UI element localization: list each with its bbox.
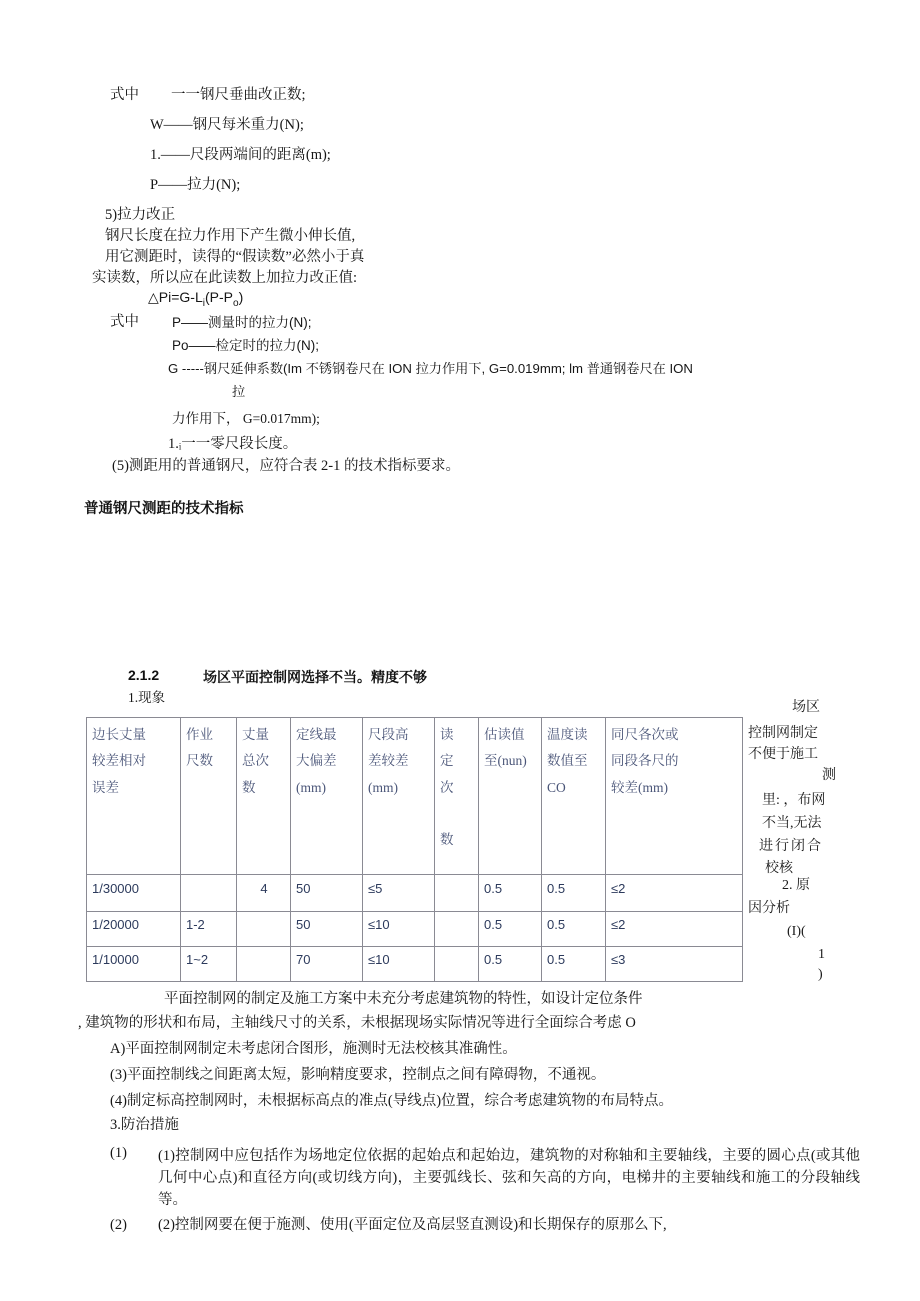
margin-note-line-13: ) (818, 967, 823, 982)
cell-tape-difference: ≤3 (606, 947, 743, 982)
body-paragraph-1-line-1: 平面控制网的制定及施工方案中未充分考虑建筑物的特性，如设计定位条件 (164, 991, 643, 1007)
cell-max-alignment-deviation: 50 (291, 875, 363, 912)
col-header-tape-difference: 同尺各次或 同段各尺的 较差(mm) (606, 718, 743, 875)
legend-p-measure-force: P——测量时的拉力(N); (172, 315, 312, 330)
cell-segment-height-diff: ≤5 (363, 875, 435, 912)
cell-estimated-reading: 0.5 (479, 912, 542, 947)
col-header-estimated-reading: 估读值 至(nun) (479, 718, 542, 875)
body-paragraph-1-line-2: , 建筑物的形状和布局，主轴线尺寸的关系，未根据现场实际情况等进行全面综合考虑 O (78, 1015, 636, 1031)
table-row (87, 912, 743, 947)
col-header-segment-height-diff: 尺段高 差较差 (mm) (363, 718, 435, 875)
cell-temperature-reading: 0.5 (542, 947, 606, 982)
formula-legend-line-2: W——钢尺每米重力(N); (150, 117, 304, 133)
formula-legend-text-1: 一一钢尺垂曲改正数; (171, 87, 306, 103)
cell-reading-count (435, 912, 479, 947)
col-header-temperature-reading: 温度读 数值至 CO (542, 718, 606, 875)
clause-5-tape-spec: (5)测距用的普通钢尺，应符合表 2-1 的技术指标要求。 (112, 458, 460, 474)
margin-note-line-7: 进行闭合 (759, 839, 823, 854)
formula-legend-label-1 (110, 88, 139, 104)
body-subheading-measures: 3.防治措施 (110, 1117, 179, 1133)
paragraph-steel-tape-extension: 钢尺长度在拉力作用下产生微小伸长值, (105, 228, 356, 244)
margin-note-line-1: 场区 (792, 700, 820, 715)
cell-relative-error: 1/10000 (87, 947, 181, 982)
paragraph-false-reading: 用它测距时，读得的“假读数”必然小于真 (105, 249, 365, 265)
clause-5-pull-correction: 5)拉力改正 (105, 207, 176, 223)
formula-main: △Pi=G-L (148, 289, 203, 305)
cell-segment-height-diff: ≤10 (363, 912, 435, 947)
col-header-reading-count: 读 定 次 数 (435, 718, 479, 875)
cell-max-alignment-deviation: 70 (291, 947, 363, 982)
table-row (87, 947, 743, 982)
section-number: 2.1.2 (128, 667, 160, 683)
margin-note-line-6: 不当,无法 (762, 816, 822, 831)
spec-table (86, 717, 743, 982)
cell-tape-difference: ≤2 (606, 875, 743, 912)
col-header-max-alignment-deviation: 定线最 大偏差 (mm) (291, 718, 363, 875)
col-header-working-tapes: 作业 尺数 (181, 718, 237, 875)
body-paragraph-3: (3)平面控制线之间距离太短，影响精度要求，控制点之间有障碍物，不通视。 (110, 1067, 606, 1083)
formula-sub-i: i (202, 297, 205, 309)
cell-segment-height-diff: ≤10 (363, 947, 435, 982)
body-list-item-2: (2)控制网要在便于施测、使用(平面定位及高层竖直测设)和长期保存的原那么下, (158, 1217, 667, 1233)
formula-tail: (P-P (204, 289, 233, 305)
legend-g-force-value: 力作用下， G=0.017mm); (172, 411, 320, 426)
margin-note-line-10: 因分析 (748, 901, 790, 916)
col-header-total-measurements: 丈量 总次 数 (237, 718, 291, 875)
margin-note-line-4: 测 (822, 768, 836, 783)
cell-max-alignment-deviation: 50 (291, 912, 363, 947)
body-paragraph-4: (4)制定标高控制网时，未根据标高点的准点(导线点)位置，综合考虑建筑物的布局特点。 (110, 1093, 674, 1109)
cell-reading-count (435, 947, 479, 982)
section-subheading-phenomenon: 1.现象 (128, 690, 166, 705)
cell-working-tapes: 1~2 (181, 947, 237, 982)
paragraph-add-correction: 实读数，所以应在此读数上加拉力改正值: (92, 270, 358, 286)
formula-legend-line-3: 1.——尺段两端间的距离(m); (150, 147, 331, 163)
formula-delta-pi (148, 290, 243, 309)
margin-note-line-12: 1 (818, 947, 825, 962)
margin-note-line-8: 校核 (765, 861, 793, 876)
cell-temperature-reading: 0.5 (542, 875, 606, 912)
formula-close: ) (238, 289, 244, 305)
legend-li-zero-segment: 1.ᵢ一一零尺段长度。 (168, 436, 298, 452)
margin-note-line-3: 不便于施工 (748, 747, 818, 762)
cell-total-measurements (237, 947, 291, 982)
legend-label-shizhong-2: 式中 (110, 314, 139, 330)
body-list-marker-1: (1) (110, 1145, 127, 1161)
cell-estimated-reading: 0.5 (479, 875, 542, 912)
cell-total-measurements: 4 (237, 875, 291, 912)
cell-working-tapes: 1-2 (181, 912, 237, 947)
body-list-marker-2: (2) (110, 1217, 127, 1233)
margin-note-line-2: 控制网制定 (748, 726, 818, 741)
section-title: 场区平面控制网选择不当。精度不够 (203, 669, 427, 685)
legend-g-continuation: 拉 (232, 384, 246, 399)
cell-tape-difference: ≤2 (606, 912, 743, 947)
cell-relative-error: 1/30000 (87, 875, 181, 912)
table-caption: 普通钢尺测距的技术指标 (84, 501, 244, 517)
body-paragraph-A: A)平面控制网制定未考虑闭合图形，施测时无法校核其准确性。 (110, 1041, 517, 1057)
legend-p0-calibration-force: Po——检定时的拉力(N); (172, 338, 320, 353)
table-row (87, 875, 743, 912)
formula-sub-o: o (232, 297, 239, 309)
margin-note-line-11: (I)( (787, 924, 806, 939)
margin-note-line-5: 里: ，布网 (762, 793, 826, 808)
cell-temperature-reading: 0.5 (542, 912, 606, 947)
cell-working-tapes (181, 875, 237, 912)
cell-estimated-reading: 0.5 (479, 947, 542, 982)
cell-relative-error: 1/20000 (87, 912, 181, 947)
cell-total-measurements (237, 912, 291, 947)
body-list-item-1: (1)控制网中应包括作为场地定位依据的起始点和起始边，建筑物的对称轴和主要轴线，主要的圆心点(或其他几何中心点)和直径方向(或切线方向)，主要弧线长、弦和矢高的方向，电梯井的主要轴线和施工的分段轴线等。 (158, 1148, 860, 1208)
legend-g-extension-coefficient: G -----钢尺延伸系数(Im 不锈钢卷尺在 ION 拉力作用下, G=0.019mm; lm 普通钢卷尺在 ION (168, 361, 693, 376)
table-header-row (87, 718, 743, 875)
legend-label-shizhong-1: 式中 (110, 87, 139, 103)
cell-reading-count (435, 875, 479, 912)
col-header-relative-error: 边长丈量 较差相对 误差 (87, 718, 181, 875)
margin-note-line-9: 2. 原 (782, 878, 810, 893)
formula-legend-line-4: P——拉力(N); (150, 177, 241, 193)
